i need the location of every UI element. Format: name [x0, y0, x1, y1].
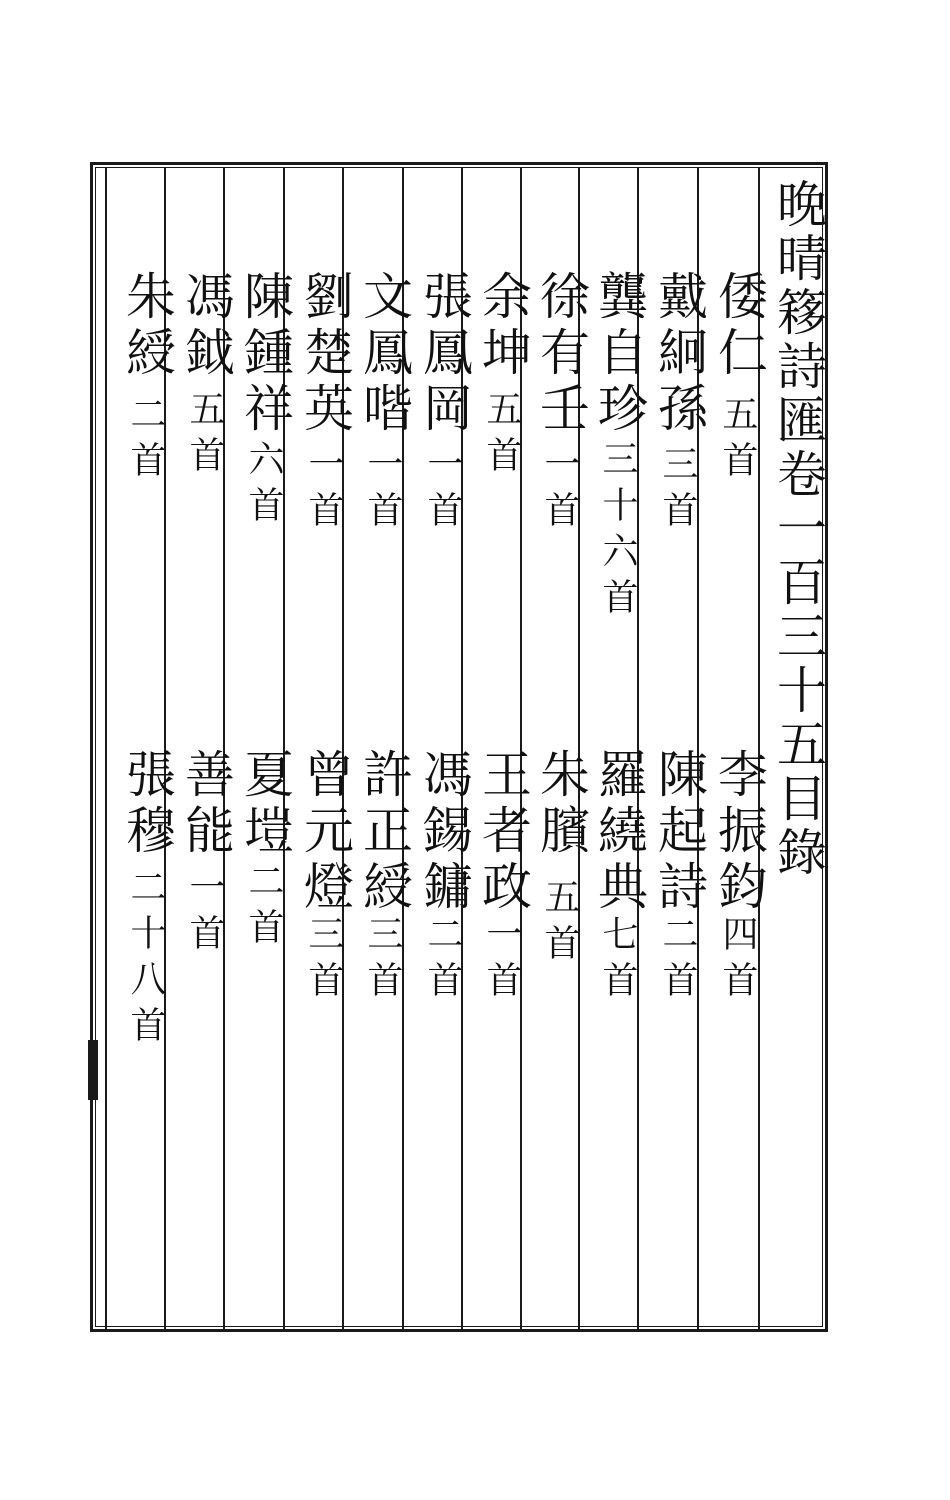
margin-mark [88, 1040, 98, 1100]
entry-count: 二十八首 [125, 868, 166, 1052]
entry-count: 二首 [125, 395, 166, 487]
entry-count: 五首 [539, 878, 580, 970]
entry-name: 曾元燈 [296, 748, 354, 916]
entry-count: 三首 [362, 915, 403, 1007]
entry-name: 朱臏 [532, 748, 590, 860]
entry-name: 朱綬 [118, 270, 176, 382]
entry-name: 余坤 [474, 270, 532, 382]
entry-name: 馮錫鏞 [415, 748, 473, 916]
page-title: 晚晴簃詩匯卷一百三十五目錄 [769, 178, 827, 880]
entry-name: 馮鉞 [177, 270, 235, 382]
entry-name: 陳起詩 [650, 748, 708, 916]
entry-name: 徐有壬 [532, 270, 590, 438]
entry-count: 五首 [717, 395, 758, 487]
entry-count: 五首 [184, 390, 225, 482]
entry-name: 文鳳喈 [355, 270, 413, 438]
entry-name: 龔自珍 [590, 270, 648, 438]
entry-name: 羅繞典 [590, 748, 648, 916]
entry-name: 陳鍾祥 [236, 270, 294, 438]
column-divider [105, 168, 107, 1330]
entry-name: 張鳳岡 [415, 270, 473, 438]
entry-name: 戴絅孫 [650, 270, 708, 438]
entry-count: 二首 [422, 915, 463, 1007]
entry-name: 劉楚英 [296, 270, 354, 438]
entry-count: 一首 [184, 868, 225, 960]
entry-count: 一首 [422, 445, 463, 537]
entry-count: 一首 [362, 445, 403, 537]
entry-name: 倭仁 [710, 270, 768, 382]
entry-count: 四首 [717, 915, 758, 1007]
entry-count: 三十六首 [597, 440, 638, 624]
entry-count: 七首 [597, 915, 638, 1007]
entry-count: 三首 [657, 445, 698, 537]
entry-name: 王者政 [474, 748, 532, 916]
entry-count: 一首 [481, 915, 522, 1007]
entry-name: 張穆 [118, 748, 176, 860]
entry-name: 夏塏 [236, 748, 294, 860]
entry-name: 善能 [177, 748, 235, 860]
entry-name: 李振鈞 [710, 748, 768, 916]
entry-count: 一首 [303, 445, 344, 537]
entry-name: 許正綬 [355, 748, 413, 916]
entry-count: 二首 [657, 915, 698, 1007]
entry-count: 二首 [243, 862, 284, 954]
entry-count: 六首 [243, 440, 284, 532]
entry-count: 一首 [539, 445, 580, 537]
entry-count: 三首 [303, 915, 344, 1007]
entry-count: 五首 [481, 390, 522, 482]
